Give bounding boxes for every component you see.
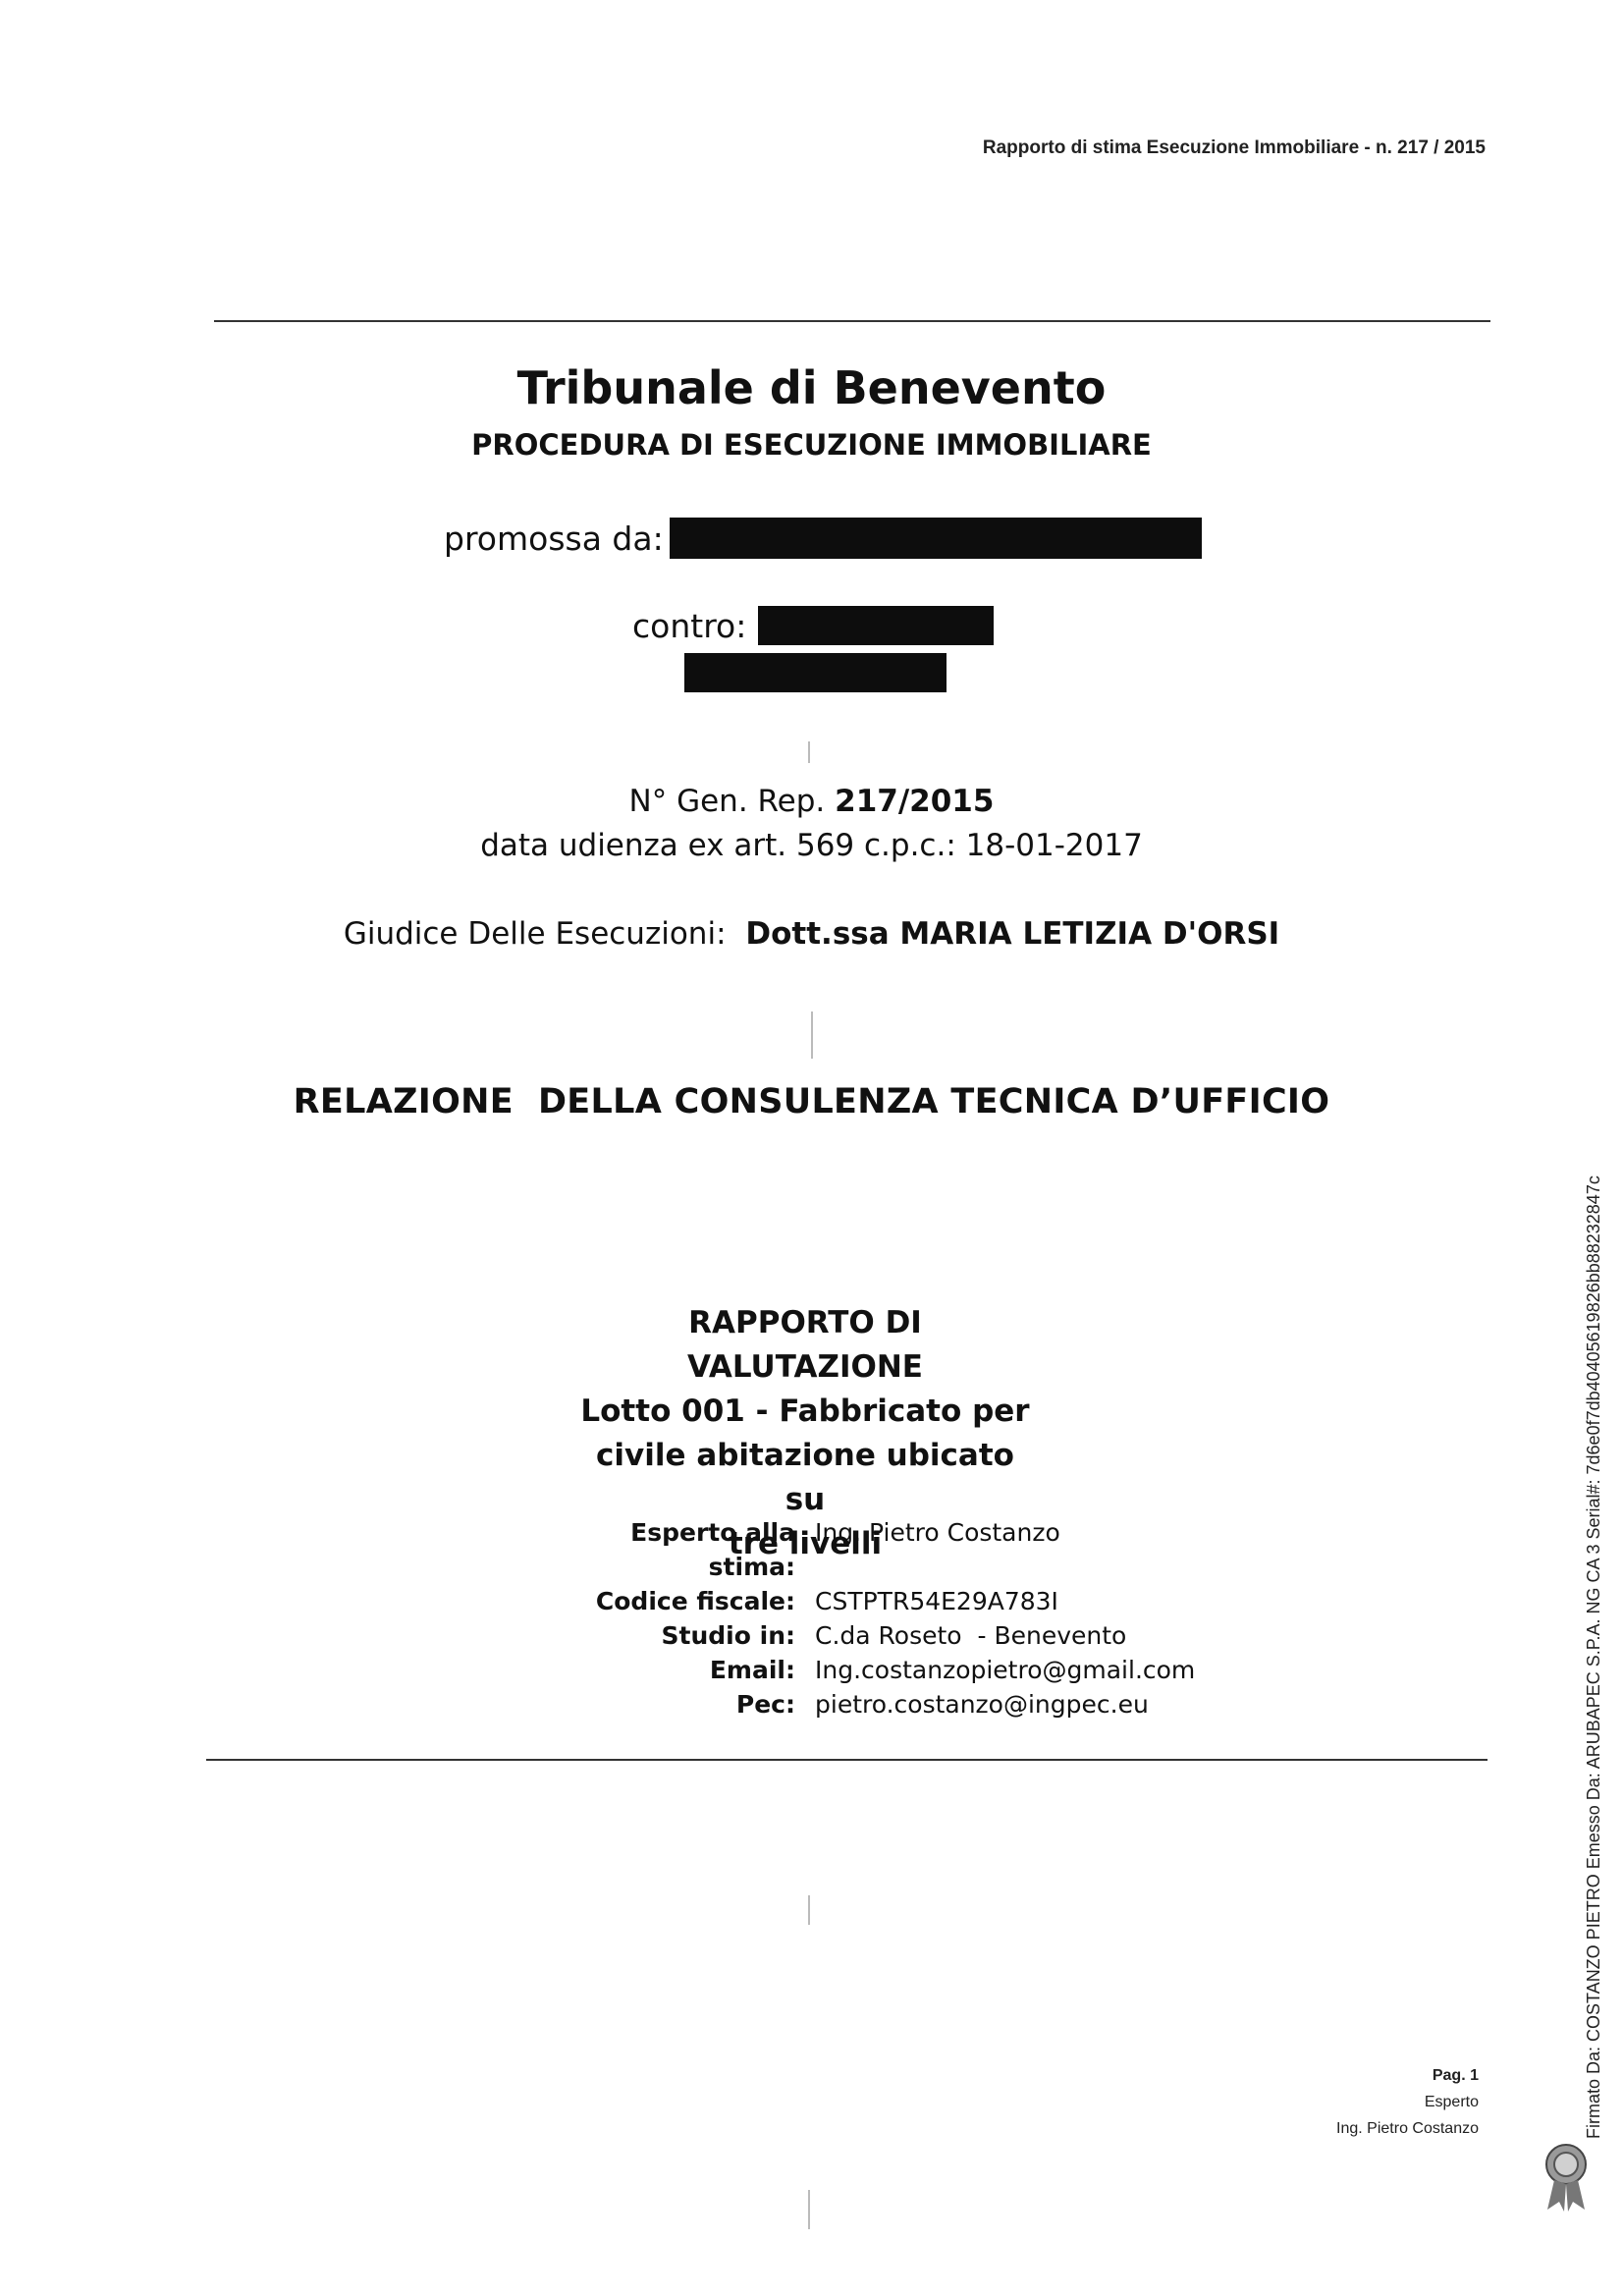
promossa-label: promossa da:	[444, 519, 664, 558]
giudice-label: Giudice Delle Esecuzioni:	[343, 916, 727, 952]
footer-name: Ing. Pietro Costanzo	[1336, 2120, 1479, 2137]
contro-row	[632, 606, 994, 645]
promossa-row	[444, 518, 1202, 559]
expert-label: Codice fiscale:	[595, 1587, 795, 1615]
expert-row	[550, 1515, 1195, 1584]
gen-rep-value: 217/2015	[835, 784, 995, 819]
gen-rep-label: N° Gen. Rep.	[628, 784, 826, 819]
relazione-heading: RELAZIONE DELLA CONSULENZA TECNICA D’UFFICIO	[293, 1082, 1330, 1121]
expert-label: Pec:	[735, 1690, 795, 1719]
scan-speck	[808, 2190, 810, 2229]
scan-speck	[808, 1895, 810, 1925]
udienza-label: data udienza ex art. 569 c.p.c.:	[480, 828, 956, 863]
page-number: Pag. 1	[1432, 2067, 1479, 2084]
expert-value: pietro.costanzo@ingpec.eu	[815, 1690, 1149, 1719]
expert-label: Email:	[709, 1656, 795, 1684]
page-footer	[1336, 2062, 1479, 2142]
expert-row	[550, 1618, 1195, 1653]
scan-speck	[811, 1011, 813, 1059]
rapporto-line: civile abitazione ubicato su	[596, 1438, 1014, 1517]
digital-signature-note: Firmato Da: COSTANZO PIETRO Emesso Da: ARUBAPEC S.P.A. NG CA 3 Serial#: 7d6e0f7db404056198​26bb88232847c	[1584, 1175, 1603, 2139]
header-reference: Rapporto di stima Esecuzione Immobiliare - n. 217 / 2015	[982, 137, 1486, 158]
expert-value: C.da Roseto - Benevento	[815, 1621, 1127, 1650]
giudice-line	[0, 916, 1623, 952]
udienza-line	[0, 828, 1623, 863]
court-title: Tribunale di Benevento	[516, 361, 1107, 414]
redaction-block	[670, 518, 1202, 559]
giudice-value: Dott.ssa MARIA LETIZIA D'ORSI	[745, 916, 1280, 952]
seal-icon	[1540, 2141, 1594, 2214]
gen-rep-line	[0, 784, 1623, 819]
scan-speck	[808, 741, 810, 763]
rapporto-line: tre livelli	[728, 1526, 883, 1561]
expert-row	[550, 1584, 1195, 1618]
expert-value: Ing.costanzopietro@gmail.com	[815, 1656, 1196, 1684]
udienza-value: 18-01-2017	[965, 828, 1143, 863]
rapporto-line: Lotto 001 - Fabbricato per	[580, 1394, 1030, 1429]
procedure-title: PROCEDURA DI ESECUZIONE IMMOBILIARE	[471, 428, 1152, 462]
expert-row	[550, 1653, 1195, 1687]
expert-value: Ing. Pietro Costanzo	[815, 1518, 1060, 1547]
bottom-divider	[206, 1759, 1488, 1761]
contro-label: contro:	[632, 606, 747, 645]
expert-row	[550, 1687, 1195, 1722]
redaction-block	[758, 606, 994, 645]
expert-label: Esperto alla stima:	[630, 1518, 795, 1581]
footer-role: Esperto	[1424, 2094, 1479, 2110]
expert-value: CSTPTR54E29A783I	[815, 1587, 1058, 1615]
top-divider	[214, 320, 1490, 322]
rapporto-title: RAPPORTO DI VALUTAZIONE	[687, 1305, 923, 1385]
redaction-block	[684, 653, 947, 692]
expert-details	[550, 1515, 1195, 1722]
expert-label: Studio in:	[661, 1621, 795, 1650]
